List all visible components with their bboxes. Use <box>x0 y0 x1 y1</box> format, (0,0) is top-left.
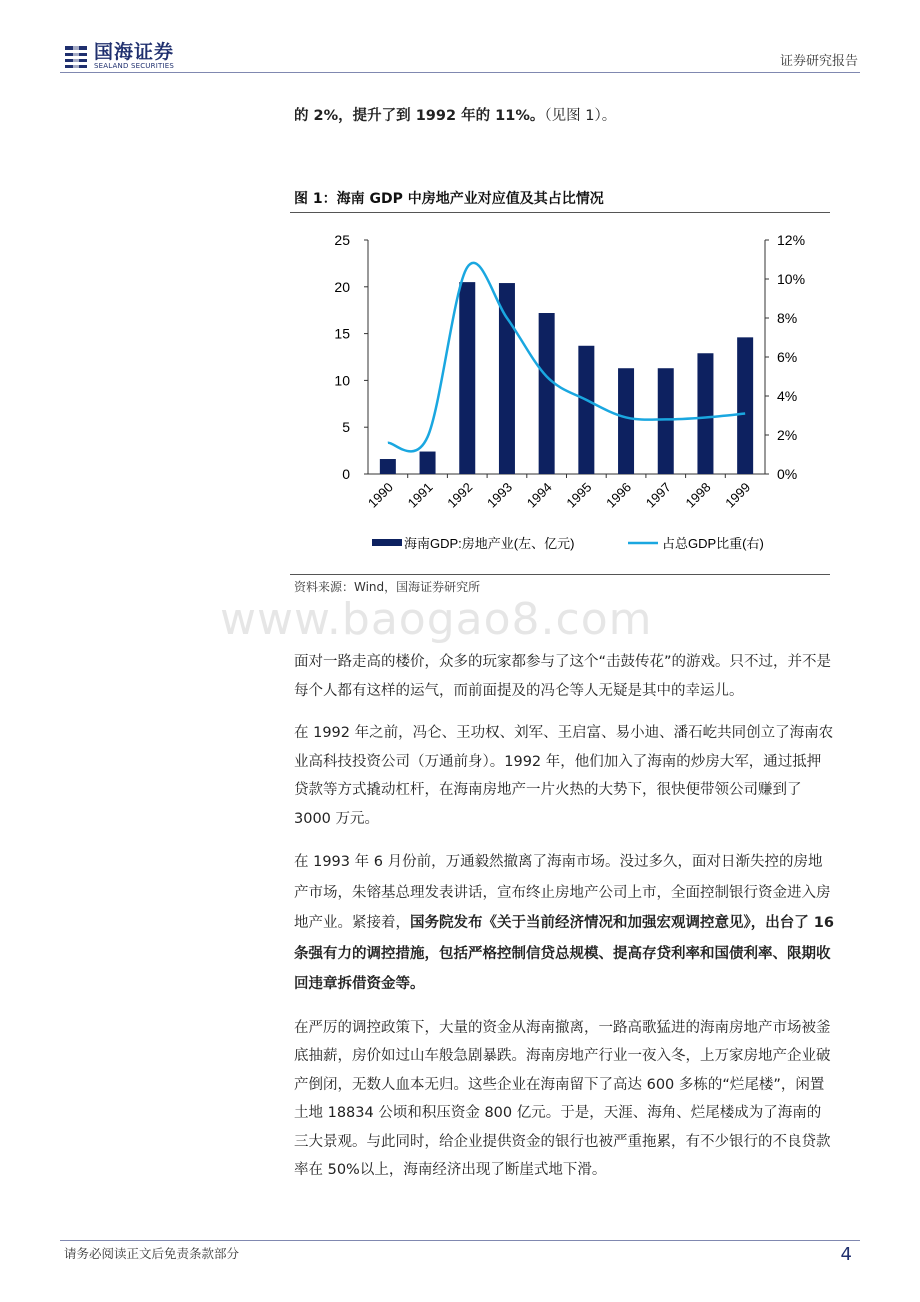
left-tick-label: 20 <box>334 278 350 295</box>
bar <box>420 452 436 474</box>
right-tick-label: 6% <box>777 349 798 365</box>
x-tick-label: 1999 <box>722 479 754 511</box>
logo-cn: 国海证券 <box>94 41 175 63</box>
right-tick-label: 0% <box>777 466 798 482</box>
footer-disclaimer: 请务必阅读正文后免责条款部分 <box>64 1246 240 1261</box>
paragraph-3-normal: 在 1993 年 6 月份前，万通毅然撤离了海南市场。没过多久，面对日渐失控的房地产市场，朱镕基总理发表讲话，宣布终止房地产公司上市，全面控制银行资金进入房地产业。紧接着， <box>294 854 831 931</box>
bar <box>578 346 594 474</box>
report-type: 证券研究报告 <box>779 54 858 69</box>
x-tick-label: 1996 <box>603 479 635 511</box>
legend-bar-swatch <box>372 539 402 546</box>
right-tick-label: 8% <box>777 310 798 326</box>
legend-bar-label: 海南GDP:房地产业(左、亿元) <box>404 536 575 551</box>
paragraph-1: 面对一路走高的楼价，众多的玩家都参与了这个“击鼓传花”的游戏。只不过，并不是每个人都有这样的运气，而前面提及的冯仑等人无疑是其中的幸运儿。 <box>294 654 832 699</box>
bar <box>737 337 753 474</box>
left-tick-label: 5 <box>342 419 350 436</box>
paragraph-3-bold: 国务院发布《关于当前经济情况和加强宏观调控意见》，出台了 16 条强有力的调控措施，包括严格控制信贷总规模、提高存贷利率和国债利率、限期收回违章拆借资金等。 <box>294 915 834 992</box>
bar <box>697 353 713 474</box>
bar <box>499 283 515 474</box>
right-tick-label: 12% <box>777 232 806 248</box>
right-tick-label: 10% <box>777 271 806 287</box>
logo-en: SEALAND SECURITIES <box>94 62 174 70</box>
intro-normal: （见图 1）。 <box>544 108 617 124</box>
paragraph-3 <box>294 847 834 1000</box>
left-tick-label: 10 <box>334 372 350 389</box>
bar <box>618 368 634 474</box>
left-tick-label: 15 <box>334 325 350 342</box>
x-tick-label: 1993 <box>484 479 516 511</box>
figure-title: 图 1：海南 GDP 中房地产业对应值及其占比情况 <box>294 191 604 207</box>
page-number: 4 <box>840 1244 852 1265</box>
legend-line-label: 占总GDP比重(右) <box>662 536 764 551</box>
right-tick-label: 4% <box>777 388 798 404</box>
body-text <box>294 648 834 1199</box>
bar <box>539 313 555 474</box>
combo-chart <box>0 0 920 572</box>
x-tick-label: 1998 <box>682 479 714 511</box>
x-tick-label: 1997 <box>642 479 674 511</box>
right-tick-label: 2% <box>777 427 798 443</box>
left-tick-label: 25 <box>334 232 350 248</box>
bar <box>459 282 475 474</box>
x-tick-label: 1994 <box>523 479 555 511</box>
ratio-line <box>388 263 745 452</box>
paragraph-4: 在严厉的调控政策下，大量的资金从海南撤离，一路高歌猛进的海南房地产市场被釜底抽薪，房价如过山车般急剧暴跌。海南房地产行业一夜入冬，上万家房地产企业破产倒闭，无数人血本无归。这些企业在海南留下了高达 600 多栋的“烂尾楼”，闲置土地 18834 公顷和积压资金 800 亿元。于是，天涯、海角、烂尾楼成为了海南的三大景观。与此同时，给企业提供资金的银行也被严重拖累，有不少银行的不良贷款率在 50%以上，海南经济出现了断崖式地下滑。 <box>294 1019 831 1178</box>
watermark: www.baogao8.com <box>220 594 653 645</box>
x-tick-label: 1992 <box>444 479 476 511</box>
figure-bottom-rule <box>290 574 830 575</box>
footer-divider <box>60 1240 860 1241</box>
x-tick-label: 1990 <box>364 479 396 511</box>
bar <box>658 368 674 474</box>
intro-bold: 的 2%，提升了到 1992 年的 11%。 <box>294 108 545 124</box>
x-tick-label: 1995 <box>563 479 595 511</box>
left-tick-label: 0 <box>342 466 350 482</box>
paragraph-2: 在 1992 年之前，冯仑、王功权、刘军、王启富、易小迪、潘石屹共同创立了海南农业高科技投资公司（万通前身）。1992 年，他们加入了海南的炒房大军，通过抵押贷款等方式撬动杠杆，在海南房地产一片火热的大势下，很快便带领公司赚到了 3000 万元。 <box>294 725 834 827</box>
figure-source: 资料来源：Wind，国海证券研究所 <box>294 580 481 594</box>
x-tick-label: 1991 <box>404 479 436 511</box>
bar <box>380 459 396 474</box>
